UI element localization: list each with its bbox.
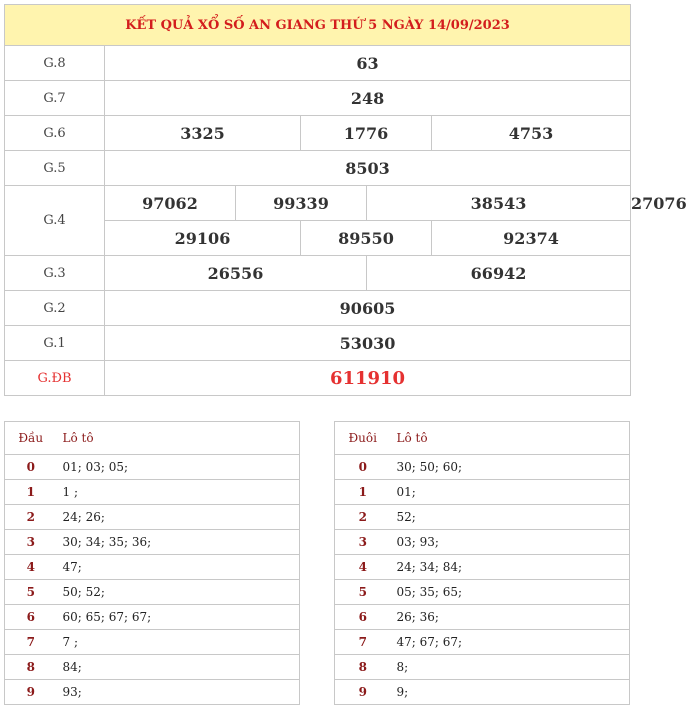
loto-row	[5, 655, 300, 680]
prize-number: 29106	[105, 221, 301, 256]
results-table	[4, 4, 687, 396]
loto-values: 93;	[57, 680, 300, 705]
loto-values: 26; 36;	[391, 605, 630, 630]
loto-row	[335, 605, 630, 630]
prize-label: G.8	[5, 46, 105, 81]
loto-values: 60; 65; 67; 67;	[57, 605, 300, 630]
loto-values: 8;	[391, 655, 630, 680]
prize-number: 26556	[105, 256, 367, 291]
loto-key: 8	[5, 655, 57, 680]
loto-key: 8	[335, 655, 391, 680]
prize-number: 248	[105, 81, 631, 116]
loto-row	[5, 630, 300, 655]
prize-row-g1	[5, 326, 631, 361]
prize-row-g8	[5, 46, 631, 81]
loto-row	[335, 580, 630, 605]
loto-key: 4	[335, 555, 391, 580]
prize-number: 63	[105, 46, 631, 81]
loto-header-row	[335, 422, 630, 455]
prize-number: 53030	[105, 326, 631, 361]
loto-row	[5, 505, 300, 530]
loto-values: 50; 52;	[57, 580, 300, 605]
loto-values: 9;	[391, 680, 630, 705]
prize-row-g7	[5, 81, 631, 116]
loto-key: 1	[335, 480, 391, 505]
loto-row	[335, 530, 630, 555]
column-header-duoi: Đuôi	[335, 422, 391, 455]
prize-label: G.3	[5, 256, 105, 291]
loto-row	[5, 580, 300, 605]
loto-key: 7	[335, 630, 391, 655]
loto-key: 5	[5, 580, 57, 605]
prize-row-special	[5, 361, 631, 396]
loto-key: 9	[5, 680, 57, 705]
prize-number: 8503	[105, 151, 631, 186]
column-header-loto: Lô tô	[57, 422, 300, 455]
prize-label: G.6	[5, 116, 105, 151]
prize-label: G.4	[5, 186, 105, 256]
prize-number: 4753	[432, 116, 631, 151]
loto-key: 2	[335, 505, 391, 530]
prize-label: G.1	[5, 326, 105, 361]
loto-values: 47; 67; 67;	[391, 630, 630, 655]
loto-key: 3	[335, 530, 391, 555]
title-row	[5, 5, 631, 46]
prize-row-g6	[5, 116, 631, 151]
loto-values: 52;	[391, 505, 630, 530]
loto-values: 01;	[391, 480, 630, 505]
loto-row	[335, 555, 630, 580]
prize-number: 92374	[432, 221, 631, 256]
loto-values: 1 ;	[57, 480, 300, 505]
loto-row	[335, 455, 630, 480]
loto-key: 5	[335, 580, 391, 605]
loto-values: 30; 34; 35; 36;	[57, 530, 300, 555]
loto-key: 0	[335, 455, 391, 480]
prize-number: 89550	[301, 221, 432, 256]
prize-number: 90605	[105, 291, 631, 326]
loto-key: 1	[5, 480, 57, 505]
loto-row	[5, 605, 300, 630]
loto-values: 7 ;	[57, 630, 300, 655]
loto-key: 3	[5, 530, 57, 555]
loto-row	[335, 505, 630, 530]
loto-key: 4	[5, 555, 57, 580]
special-prize-number: 611910	[105, 361, 631, 396]
prize-label: G.2	[5, 291, 105, 326]
loto-values: 84;	[57, 655, 300, 680]
prize-number: 38543	[367, 186, 631, 221]
prize-row-g4: G.4 97062 99339 38543 27076	[5, 186, 631, 221]
prize-label: G.5	[5, 151, 105, 186]
loto-row	[5, 480, 300, 505]
loto-row	[335, 480, 630, 505]
loto-row	[335, 655, 630, 680]
loto-row	[5, 455, 300, 480]
prize-label: G.7	[5, 81, 105, 116]
loto-values: 24; 26;	[57, 505, 300, 530]
loto-values: 47;	[57, 555, 300, 580]
loto-row	[5, 680, 300, 705]
loto-key: 6	[5, 605, 57, 630]
prize-row-g5	[5, 151, 631, 186]
prize-label-special: G.ĐB	[5, 361, 105, 396]
prize-number: 1776	[301, 116, 432, 151]
loto-key: 6	[335, 605, 391, 630]
column-header-dau: Đầu	[5, 422, 57, 455]
prize-number: 3325	[105, 116, 301, 151]
loto-row	[335, 680, 630, 705]
loto-values: 30; 50; 60;	[391, 455, 630, 480]
loto-dau-table	[4, 421, 300, 705]
loto-key: 0	[5, 455, 57, 480]
loto-key: 2	[5, 505, 57, 530]
page-title: KẾT QUẢ XỔ SỐ AN GIANG THỨ 5 NGÀY 14/09/2023	[5, 5, 631, 46]
loto-duoi-table	[334, 421, 630, 705]
prize-row-g3	[5, 256, 631, 291]
loto-key: 7	[5, 630, 57, 655]
loto-values: 05; 35; 65;	[391, 580, 630, 605]
loto-values: 24; 34; 84;	[391, 555, 630, 580]
loto-header-row	[5, 422, 300, 455]
column-header-loto: Lô tô	[391, 422, 630, 455]
loto-key: 9	[335, 680, 391, 705]
loto-row	[5, 530, 300, 555]
prize-number: 99339	[236, 186, 367, 221]
loto-values: 03; 93;	[391, 530, 630, 555]
loto-row	[335, 630, 630, 655]
loto-values: 01; 03; 05;	[57, 455, 300, 480]
loto-row	[5, 555, 300, 580]
prize-number: 66942	[367, 256, 631, 291]
prize-number: 97062	[105, 186, 236, 221]
prize-row-g2	[5, 291, 631, 326]
